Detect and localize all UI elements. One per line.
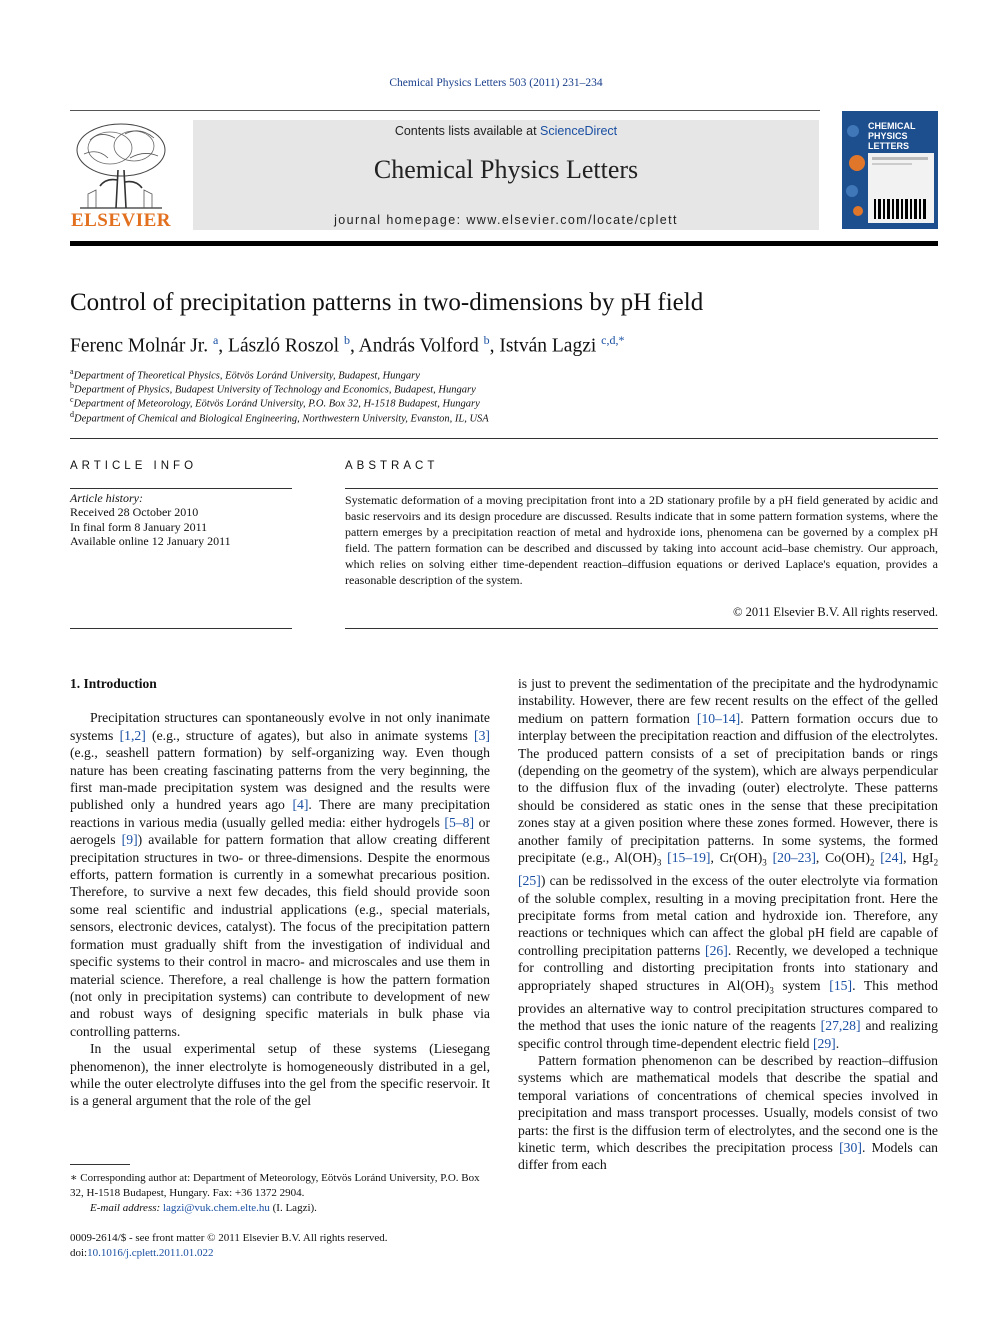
paragraph: is just to prevent the sedimentation of the precipitate and the hydrodynamic instability. However, there are few recent results on the effect of the gelled medium on pattern formation [10–14]. Pattern formation occurs due to interplay between the precipitation reaction and diffusion of the electrolytes. The produced pattern consists of a set of precipitation bands or rings (depending on the geometry of the system), which are always perpendicular to the diffusion flux of the invading (outer) electrolyte. These patterns should be considered as static ones in the sense that these precipitation zones stay at a given position where these zones formed. However, there is another family of precipitation patterns. In some systems, the formed precipitate (e.g., $Al(OH)_3$ [15–19], $Cr(OH)_3$ [20–23], $Co(OH)_2$ [24], HgI$_2$ [25]) can be redissolved in the excess of the outer electrolyte via formation of the soluble complex, resulting in a moving precipitation front. Here the precipitate forms from metal cation and hydroxide ion. Therefore, any reactions or techniques which can affect the global pH field are capable of controlling precipitation patterns [26]. Recently, we developed a technique for controlling and distorting precipitation fronts into stationary and appropriately shaped structures in $Al(OH)_3$ system [15]. This method provides an alternative way to control precipitation structures compared to the method that uses the ionic nature of the reagents [27,28] and realizing specific control through time-dependent electric field [29]. <box>518 676 939 1051</box>
reference-link[interactable]: [29] <box>812 1035 836 1051</box>
affiliation <box>70 381 476 396</box>
elsevier-logo <box>70 120 172 232</box>
author-affil-ref[interactable]: c,d,* <box>601 333 625 347</box>
reference-link[interactable]: [3] <box>474 727 490 743</box>
footnote-rule <box>70 1164 130 1165</box>
reference-link[interactable]: [25] <box>518 873 541 889</box>
email-label: E-mail address: <box>90 1202 163 1214</box>
affiliation-text: Department of Theoretical Physics, Eötvös Loránd University, Budapest, Hungary <box>73 370 420 382</box>
affiliation <box>70 395 480 410</box>
affiliation-marker: a <box>70 367 74 376</box>
affiliation-text: Department of Meteorology, Eötvös Loránd University, P.O. Box 32, H-1518 Budapest, Hungary <box>73 398 480 410</box>
cover-decoration-icon <box>842 111 868 229</box>
body-left-column <box>70 675 490 1110</box>
author-name: László Roszol <box>228 335 340 357</box>
issn-line: 0009-2614/$ - see front matter © 2011 Elsevier B.V. All rights reserved. <box>70 1232 388 1244</box>
cover-title-line: LETTERS <box>868 141 910 151</box>
header-thick-rule <box>70 241 938 246</box>
reference-link[interactable]: [24] <box>880 850 904 866</box>
abstract-bottom-rule <box>345 628 938 629</box>
journal-cover <box>842 111 938 229</box>
sciencedirect-link[interactable]: ScienceDirect <box>540 124 618 138</box>
author-affil-ref[interactable]: b <box>343 333 350 347</box>
email-link[interactable]: lagzi@vuk.chem.elte.hu <box>162 1202 270 1214</box>
doi-label: doi: <box>70 1247 88 1259</box>
paragraph: In the usual experimental setup of these systems (Liesegang phenomenon), the inner electrolyte is homogeneously distributed in a gel, while the outer electrolyte diffuses into the gel from the specific reservoir. It is a general argument that the role of the gel <box>70 1041 490 1109</box>
doi-line <box>70 1246 388 1261</box>
history-label: Article history: <box>70 491 143 505</box>
elsevier-wordmark: ELSEVIER <box>70 210 172 231</box>
article-title: Control of precipitation patterns in two-dimensions by pH field <box>70 289 704 316</box>
footnote-email <box>70 1201 490 1216</box>
journal-title: Chemical Physics Letters <box>373 155 639 184</box>
cover-title-line: PHYSICS <box>868 131 908 141</box>
affiliation-marker: c <box>70 395 74 404</box>
elsevier-tree-icon <box>70 120 172 212</box>
cover-panel <box>868 153 934 223</box>
author-list: Ferenc Molnár Jr. $^a$, László Roszol $^b$, András Volford $^b$, István Lagzi $^{c,d,*}$ <box>70 333 625 357</box>
abstract-text: Systematic deformation of a moving precipitation front into a 2D stationary profile by a pH field generated by acidic and basic reservoirs and its design procedure are discussed. Results indicate that in some pattern formation systems, where the pattern emerges by a precipitation reaction of metal and hydroxide ions, phenomena can be governed by a complex pH field. The pattern formation can be described and discussed by taking into account acid–base chemistry. Our approach, which relies on solving either time-dependent reaction–diffusion equations or derived Laplace's equation, provides a reasonable description of the system. <box>345 493 938 587</box>
journal-homepage <box>193 213 819 227</box>
journal-citation: Chemical Physics Letters 503 (2011) 231–234 <box>389 77 603 89</box>
cover-barcode-icon <box>868 153 934 223</box>
email-suffix: (I. Lagzi). <box>269 1202 317 1214</box>
affiliation-text: Department of Physics, Budapest University of Technology and Economics, Budapest, Hungary <box>74 384 476 396</box>
affiliation-text: Department of Chemical and Biological Engineering, Northwestern University, Evanston, IL, USA <box>74 413 489 425</box>
abstract-heading: ABSTRACT <box>345 460 439 472</box>
author-name: István Lagzi <box>499 335 597 357</box>
final-form-date: In final form 8 January 2011 <box>70 519 208 534</box>
header-top-rule <box>70 110 820 111</box>
affiliation <box>70 410 489 425</box>
reference-link[interactable]: [10–14] <box>696 710 741 726</box>
paragraph: Pattern formation phenomenon can be described by reaction–diffusion systems which are mathematical models that describe the spatial and temporal variations of concentrations of chemical species involved in precipitation and mass transport processes. Usually, models consist of two parts: the first is the diffusion term of electrolytes, and the second one is the kinetic term, which describes the precipitation process [30]. Models can differ from each <box>518 1053 938 1173</box>
footnote-text: ∗ Corresponding author at: Department of Meteorology, Eötvös Loránd University, P.O. Box 32, H-1518 Budapest, Hungary. Fax: +36 1372 2904. <box>70 1172 480 1199</box>
reference-link[interactable]: [30] <box>839 1140 862 1156</box>
page-bottom-info <box>70 1231 388 1261</box>
abstract-copyright: © 2011 Elsevier B.V. All rights reserved. <box>733 605 938 619</box>
reference-link[interactable]: [9] <box>121 832 138 848</box>
author-name: Ferenc Molnár Jr. <box>70 335 209 357</box>
reference-link[interactable]: [4] <box>292 797 309 813</box>
cover-title <box>868 121 934 151</box>
homepage-link[interactable]: www.elsevier.com/locate/cplett <box>466 213 678 227</box>
article-info-heading: ARTICLE INFO <box>70 460 198 472</box>
reference-link[interactable]: [26] <box>705 942 728 958</box>
homepage-prefix: journal homepage: <box>334 213 467 227</box>
paragraph: Precipitation structures can spontaneously evolve in not only inanimate systems [1,2] (e.g., structure of agates), but also in animate systems [3] (e.g., seashell pattern formation) by self-organizing way. Even though nature has been creating fascinating patterns from the very beginning, the first man-made precipitation system was designed and the results were published only a hundred years ago [4]. There are many precipitation reactions in various media (usually gelled media: either hydrogels [5–8] or aerogels [9]) available for pattern formation that allow creating different precipitation structures in two- or three-dimensions. Despite the enormous efforts, pattern formation is currently in a somewhat precarious position. Therefore, to survive a next few decades, this field should provide soon some real scientific and industrial applications (e.g., special materials, sensors, electronic devices, catalyst). The focus of the precipitation pattern formation must gradually shift from the investigation of individual and specific systems to their control in macro- and microscales and use them in material science. Therefore, a real challenge is how the pattern formation (not only in precipitation systems) can contribute to development of new and robust ways of designing specific materials in bulk phase via controlling patterns. <box>70 710 491 1039</box>
reference-link[interactable]: [15–19] <box>667 850 711 866</box>
reference-link[interactable]: [5–8] <box>444 814 475 830</box>
contents-prefix: Contents lists available at <box>394 124 541 138</box>
author-affil-ref[interactable]: a <box>212 333 219 347</box>
body-right-column <box>518 675 938 1174</box>
article-info-bottom-rule <box>70 628 292 629</box>
journal-header-box <box>193 120 819 230</box>
reference-link[interactable]: [1,2] <box>119 727 146 743</box>
article-history <box>70 491 231 549</box>
contents-line <box>193 124 819 138</box>
corresponding-author-footnote <box>70 1171 490 1216</box>
online-date: Available online 12 January 2011 <box>70 534 231 549</box>
reference-link[interactable]: [20–23] <box>772 850 816 866</box>
section-heading: 1. Introduction <box>70 676 157 691</box>
article-info-rule <box>70 488 292 489</box>
reference-link[interactable]: [27,28] <box>820 1018 861 1034</box>
affiliations-rule <box>70 438 938 439</box>
author-name: András Volford <box>358 335 479 357</box>
affiliation-marker: b <box>70 381 74 390</box>
affiliation <box>70 367 420 382</box>
cover-title-line: CHEMICAL <box>868 121 916 131</box>
abstract-rule <box>345 488 938 489</box>
reference-link[interactable]: [15] <box>829 977 853 993</box>
received-date: Received 28 October 2010 <box>70 505 199 520</box>
affiliation-marker: d <box>70 410 74 419</box>
author-affil-ref[interactable]: b <box>483 333 490 347</box>
doi-link[interactable]: 10.1016/j.cplett.2011.01.022 <box>87 1247 214 1259</box>
